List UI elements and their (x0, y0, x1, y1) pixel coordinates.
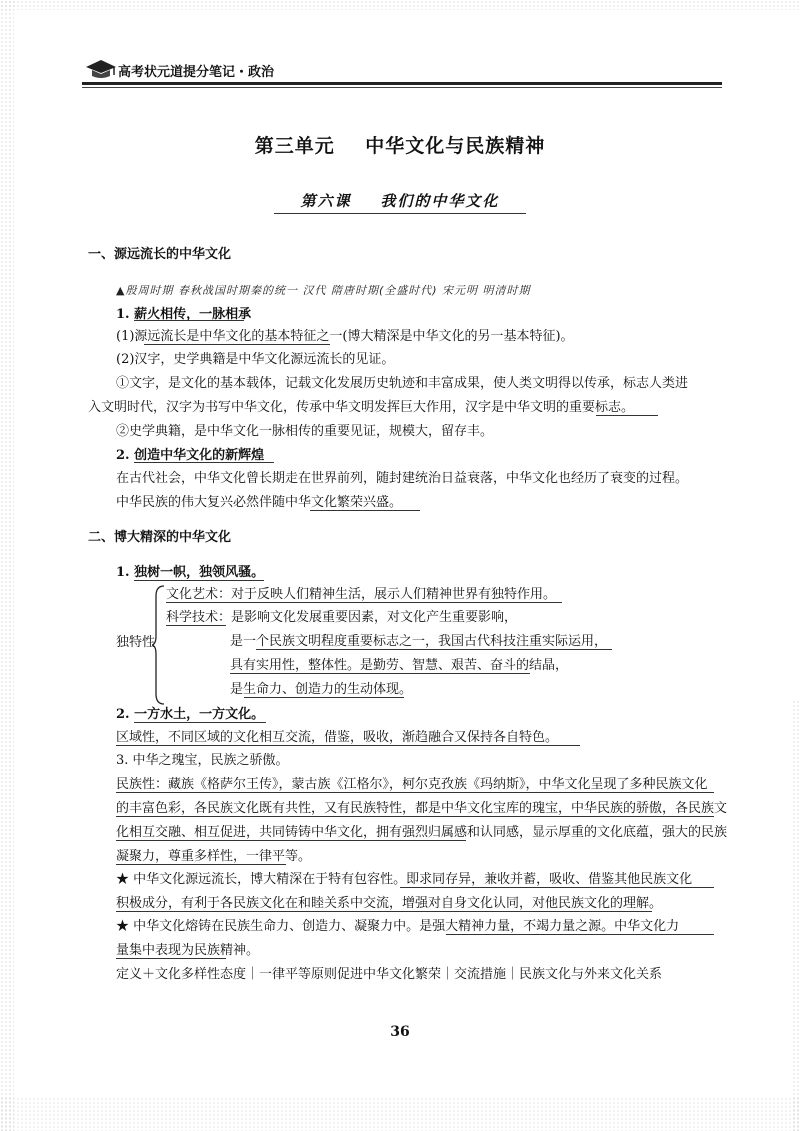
subheading-1-1: 1. 薪火相传，一脉相承 (116, 307, 252, 322)
underline-mark (166, 625, 226, 626)
underline-mark (116, 958, 226, 959)
star-note-1-line-1: ★ 中华文化源远流长，博大精深在于特有包容性。即求同存异，兼收并蓄，吸收、借鉴其他民族文化 (116, 872, 693, 887)
paragraph-region: 区域性，不同区域的文化相互交流，借鉴，吸收，渐趋融合又保持各自特色。 (116, 730, 559, 745)
trait-line-3: 是一个民族文明程度重要标志之一，我国古代科技注重实际运用， (230, 634, 608, 649)
subheading-2-1: 1. 独树一帜，独领风骚。 (116, 565, 265, 580)
section-heading-1: 一、源远流长的中华文化 (88, 247, 232, 262)
paragraph-4: ②史学典籍，是中华文化一脉相传的重要见证，规模大，留存丰。 (116, 424, 494, 439)
underline-mark (230, 673, 530, 674)
trait-line-2: 科学技术：是影响文化发展重要因素，对文化产生重要影响， (166, 610, 518, 625)
graduation-cap-icon (84, 58, 118, 80)
underline-mark (116, 840, 466, 841)
underline-mark (244, 697, 404, 698)
paragraph-6: 中华民族的伟大复兴必然伴随中华文化繁荣兴盛。 (116, 495, 403, 510)
paragraph-3-line-2: 入文明时代，汉字为书写中华文化，传承中华文明发挥巨大作用，汉字是中华文明的重要标志。 (88, 400, 635, 415)
page-header (82, 58, 722, 88)
underline-mark (116, 864, 286, 865)
subheading-2-3: 3. 中华之瑰宝，民族之骄傲。 (116, 753, 289, 768)
underline-mark (134, 722, 266, 723)
underline-mark (596, 415, 658, 416)
star-note-1-line-2: 积极成分，有利于各民族文化在和睦关系中交流，增强对自身文化认同，对他民族文化的理解。 (116, 896, 663, 911)
header-rule-thin (82, 87, 722, 88)
underline-mark (310, 510, 420, 511)
unit-title: 第三单元 中华文化与民族精神 (254, 135, 546, 157)
underline-mark (134, 580, 264, 581)
trait-line-5: 是生命力、创造力的生动体现。 (230, 682, 413, 697)
underline-mark (400, 887, 714, 888)
star-note-2-line-1: ★ 中华文化熔铸在民族生命力、创造力、凝聚力中。是强大精神力量，不竭力量之源。中华文化力 (116, 919, 680, 934)
underline-mark (134, 462, 274, 463)
underline-mark (116, 816, 714, 817)
ethnic-line-2: 的丰富色彩，各民族文化既有共性，又有民族特性，都是中华文化宝库的瑰宝，中华民族的骄傲，各民族文 (116, 801, 728, 816)
underline-mark (256, 649, 612, 650)
scan-edge-bottom (0, 1097, 800, 1131)
lesson-title-rule (274, 213, 526, 214)
book-title: 高考状元道提分笔记・政治 (118, 65, 275, 80)
underline-mark (116, 745, 580, 746)
trait-line-4: 具有实用性，整体性。是勤劳、智慧、艰苦、奋斗的结晶， (230, 658, 569, 673)
star-note-2-line-2: 量集中表现为民族精神。 (116, 943, 260, 958)
summary-line: 定义＋文化多样性态度｜一律平等原则促进中华文化繁荣｜交流措施｜民族文化与外来文化关系 (116, 967, 663, 982)
page-number: 36 (390, 1024, 410, 1040)
scan-edge-right (792, 700, 800, 1131)
paragraph-2: (2)汉字，史学典籍是中华文化源远流长的见证。 (116, 352, 395, 367)
underline-mark (134, 320, 244, 321)
lesson-title: 第六课 我们的中华文化 (300, 192, 500, 210)
ethnic-line-3: 化相互交融、相互促进，共同铸铸中华文化，拥有强烈归属感和认同感，显示厚重的文化底蕴，强大的民族 (116, 825, 728, 840)
header-rule (82, 82, 722, 85)
paragraph-3-line-1: ①文字，是文化的基本载体，记载文化发展历史轨迹和丰富成果，使人类文明得以传承，标志人类进 (116, 376, 689, 391)
paragraph-1: (1)源远流长是中华文化的基本特征之一(博大精深是中华文化的另一基本特征)。 (116, 329, 574, 344)
ethnic-line-1: 民族性：藏族《格萨尔王传》，蒙古族《江格尔》，柯尔克孜族《玛纳斯》，中华文化呈现了多种民族文化 (116, 777, 708, 792)
underline-mark (116, 792, 714, 793)
scan-edge-top (0, 0, 800, 10)
subheading-2-2: 2. 一方水土，一方文化。 (116, 707, 265, 722)
underline-mark (144, 344, 330, 345)
scan-edge-left (0, 0, 14, 1131)
ethnic-line-4: 凝聚力，尊重多样性，一律平等。 (116, 849, 312, 864)
timeline-note: ▲殷周时期 春秋战国时期秦的统一 汉代 隋唐时期(全盛时代) 宋元明 明清时期 (116, 284, 531, 297)
trait-label: 独特性 (116, 635, 156, 650)
underline-mark (166, 602, 562, 603)
section-heading-2: 二、博大精深的中华文化 (88, 530, 232, 545)
underline-mark (116, 911, 652, 912)
underline-mark (446, 934, 714, 935)
trait-line-1: 文化艺术：对于反映人们精神生活，展示人们精神世界有独特作用。 (166, 587, 557, 602)
paragraph-5: 在古代社会，中华文化曾长期走在世界前列，随封建统治日益衰落，中华文化也经历了衰变的过程。 (116, 471, 689, 486)
subheading-1-2: 2. 创造中华文化的新辉煌 (116, 448, 265, 463)
